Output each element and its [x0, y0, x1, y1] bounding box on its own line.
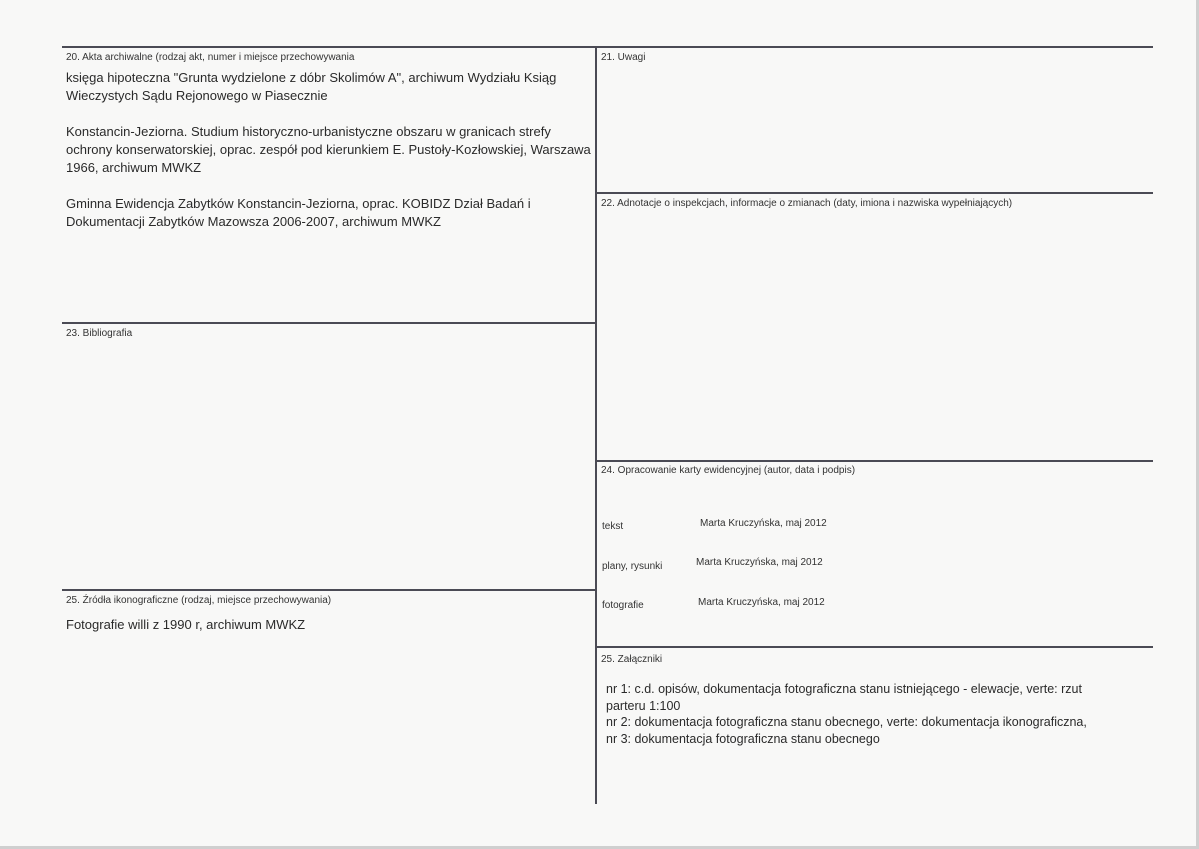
section-25-attachments-label: 25. Załączniki: [601, 654, 663, 665]
attachment-line: nr 1: c.d. opisów, dokumentacja fotograficzna stanu istniejącego - elewacje, verte: rzut: [606, 682, 1082, 696]
row-author-photos: Marta Kruczyńska, maj 2012: [698, 597, 825, 608]
section-22-label: 22. Adnotacje o inspekcjach, informacje o zmianach (daty, imiona i nazwiska wypełniających): [601, 198, 1013, 209]
section-20-label: 20. Akta archiwalne (rodzaj akt, numer i miejsce przechowywania: [66, 52, 355, 63]
rule-20-23: [62, 322, 595, 324]
column-divider: [595, 46, 597, 804]
section-20-content: [66, 69, 594, 249]
attachment-line: parteru 1:100: [606, 698, 681, 713]
rule-23-25: [62, 589, 595, 591]
row-type-photos: fotografie: [602, 600, 644, 611]
section-23-label: 23. Bibliografia: [66, 328, 133, 339]
rule-24-25: [597, 646, 1153, 648]
attachments-list: [606, 681, 1087, 747]
rule-22-24: [597, 460, 1153, 462]
rule-21-22: [597, 192, 1153, 194]
section-25-sources-text: Fotografie willi z 1990 r, archiwum MWKZ: [66, 617, 306, 632]
archival-entry: Gminna Ewidencja Zabytków Konstancin-Jeziorna, oprac. KOBIDZ Dział Badań i Dokumentacji Zabytków Mazowsza 2006-2007, archiwum MWKZ: [66, 196, 531, 229]
section-24-label: 24. Opracowanie karty ewidencyjnej (autor, data i podpis): [601, 465, 856, 476]
archival-entry: księga hipoteczna "Grunta wydzielone z dóbr Skolimów A", archiwum Wydziału Ksiąg Wieczystych Sądu Rejonowego w Piasecznie: [66, 70, 557, 103]
archival-entry: Konstancin-Jeziorna. Studium historyczno-urbanistyczne obszaru w granicach strefy ochrony konserwatorskiej, oprac. zespół pod kierunkiem E. Pustoły-Kozłowskiej, Warszawa 1966, archiwum MWKZ: [66, 124, 591, 175]
attachment-line: nr 3: dokumentacja fotograficzna stanu obecnego: [606, 731, 880, 746]
row-author-plans: Marta Kruczyńska, maj 2012: [696, 557, 823, 568]
row-type-text: tekst: [602, 521, 624, 532]
row-type-plans: plany, rysunki: [602, 561, 663, 572]
section-25-sources-label: 25. Źródła ikonograficzne (rodzaj, miejsce przechowywania): [66, 595, 332, 606]
row-author-text: Marta Kruczyńska, maj 2012: [700, 518, 827, 529]
attachment-line: nr 2: dokumentacja fotograficzna stanu obecnego, verte: dokumentacja ikonograficzna,: [606, 715, 1087, 729]
top-rule: [62, 46, 1153, 48]
section-21-label: 21. Uwagi: [601, 52, 646, 63]
